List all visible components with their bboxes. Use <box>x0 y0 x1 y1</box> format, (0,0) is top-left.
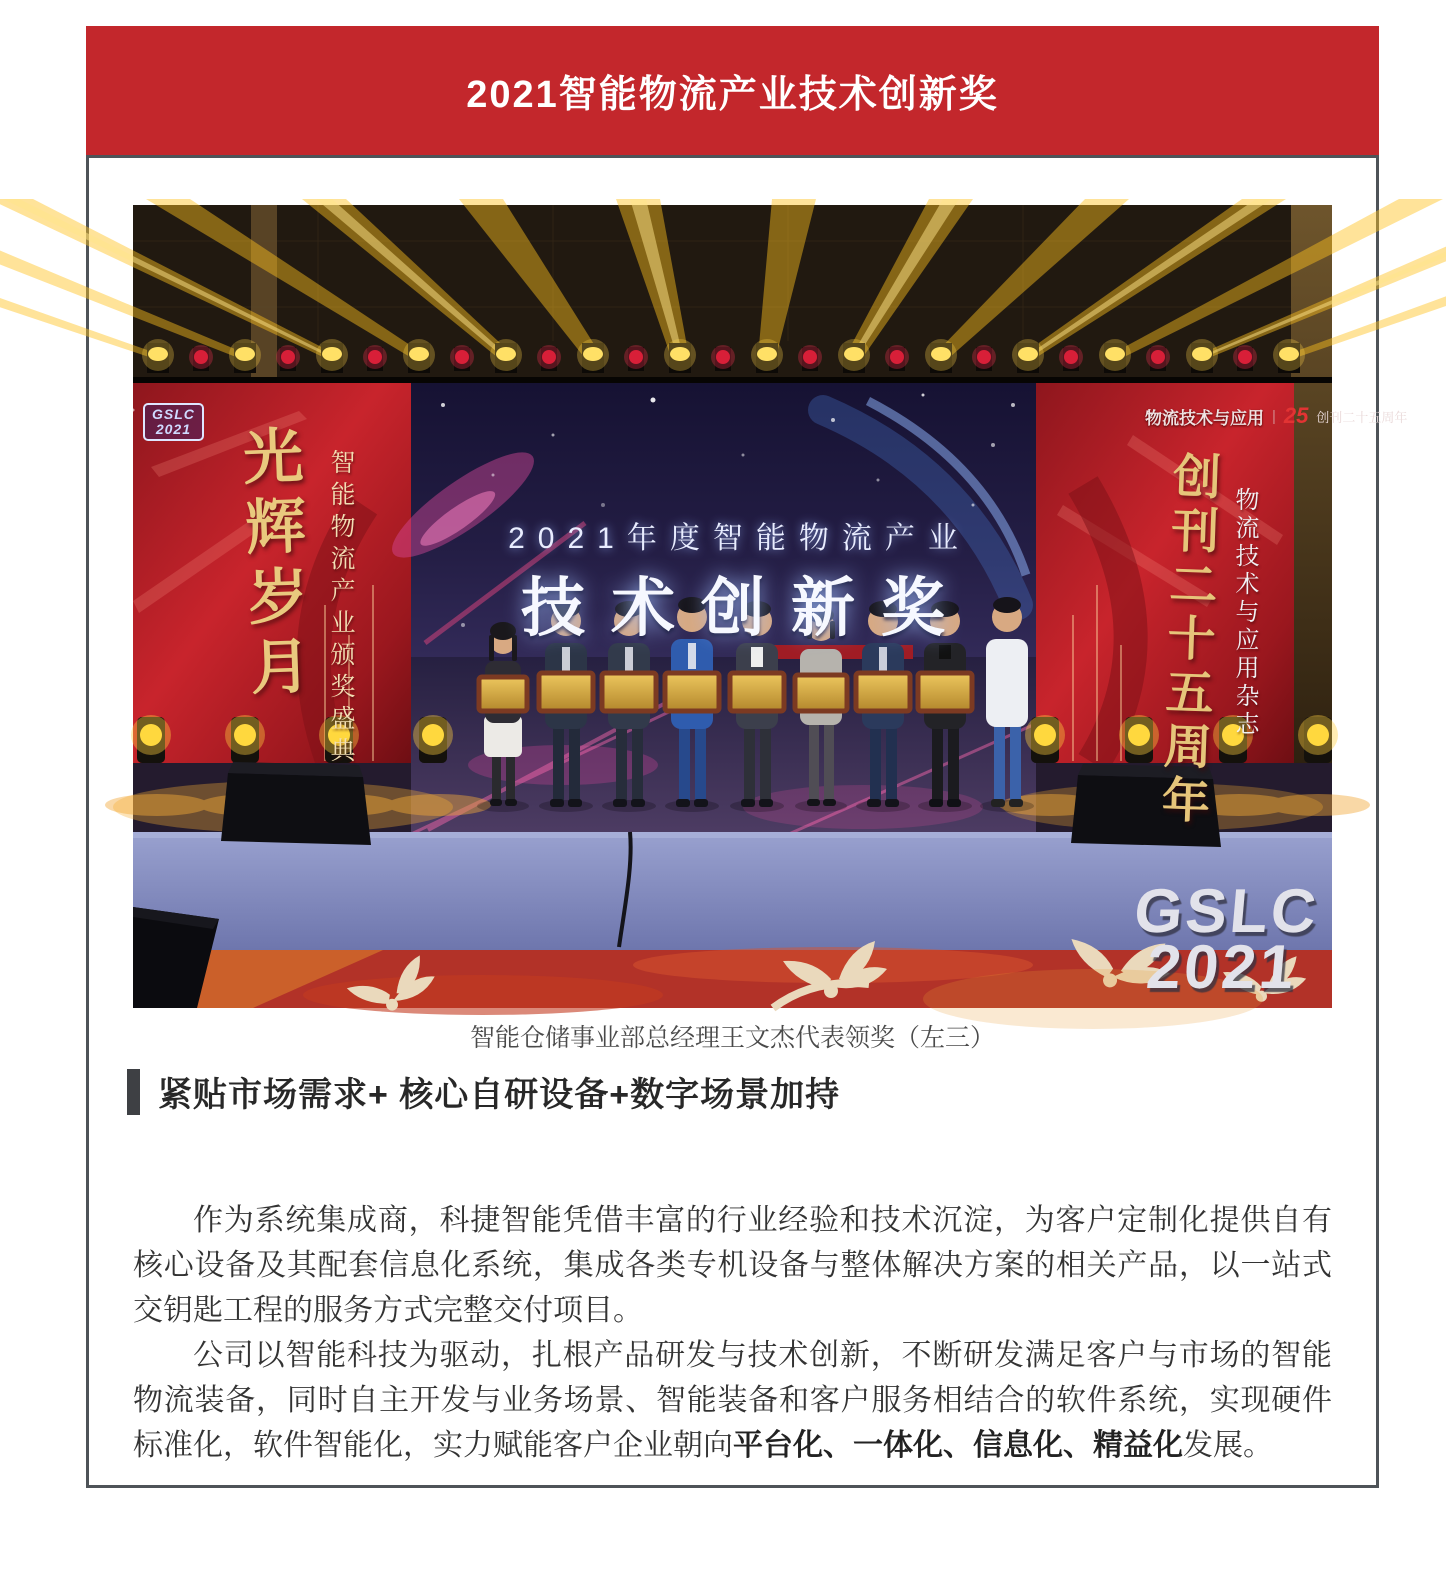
gslc-badge-line2: 2021 <box>155 421 192 437</box>
watermark-line2: 2021 <box>1143 933 1300 1002</box>
magazine-logo-row <box>1145 403 1407 429</box>
magazine-logo: 物流技术与应用 <box>1145 408 1264 428</box>
photo-watermark <box>1127 877 1322 1002</box>
panel-subtitle-right: 物流技术与应用杂志 <box>1231 487 1258 739</box>
content-box <box>86 155 1408 1488</box>
content-frame <box>86 26 1408 1488</box>
paragraph-2: 公司以智能科技为驱动，扎根产品研发与技术创新，不断研发满足客户与市场的智能物流装备，同时自主开发与业务场景、智能装备和客户服务相结合的软件系统，实现硬件标准化，软件智能化，实力赋能客户企业朝向平台化、一体化、信息化、精益化发展。 <box>133 1339 1332 1462</box>
heading-bar <box>127 1069 140 1115</box>
gslc-badge <box>143 403 204 441</box>
screen-title-line1: 2021年度智能物流产业 <box>508 522 971 555</box>
panel-subtitle-left: 智能物流产业颁奖盛典 <box>327 449 355 769</box>
logo-divider: | <box>1272 407 1276 425</box>
screen-title-line2: 技术创新奖 <box>521 571 971 646</box>
photo-caption: 智能仓储事业部总经理王文杰代表领奖（左三） <box>469 1024 995 1052</box>
paragraph-1: 作为系统集成商，科捷智能凭借丰富的行业经验和技术沉淀，为客户定制化提供自有核心设备及其配套信息化系统，集成各类专机设备与整体解决方案的相关产品，以一站式交钥匙工程的服务方式完整交付项目。 <box>133 1204 1332 1327</box>
calligraphy-left: 光辉岁月 <box>232 423 312 707</box>
calligraphy-right: 创刊二十五周年 <box>1152 450 1222 830</box>
anniversary-25: 25 <box>1283 403 1309 428</box>
award-photo <box>133 205 1408 1008</box>
heading-text: 紧贴市场需求+ 核心自研设备+数字场景加持 <box>158 1076 841 1114</box>
watermark-line1: GSLC <box>1131 877 1322 946</box>
anniversary-label: 创刊二十五周年 <box>1316 409 1408 425</box>
section-heading <box>127 1067 1332 1116</box>
gslc-badge-line1: GSLC <box>152 406 195 422</box>
page-title: 2021智能物流产业技术创新奖 <box>466 74 999 116</box>
title-banner <box>86 26 1379 155</box>
article <box>133 1198 1332 1468</box>
